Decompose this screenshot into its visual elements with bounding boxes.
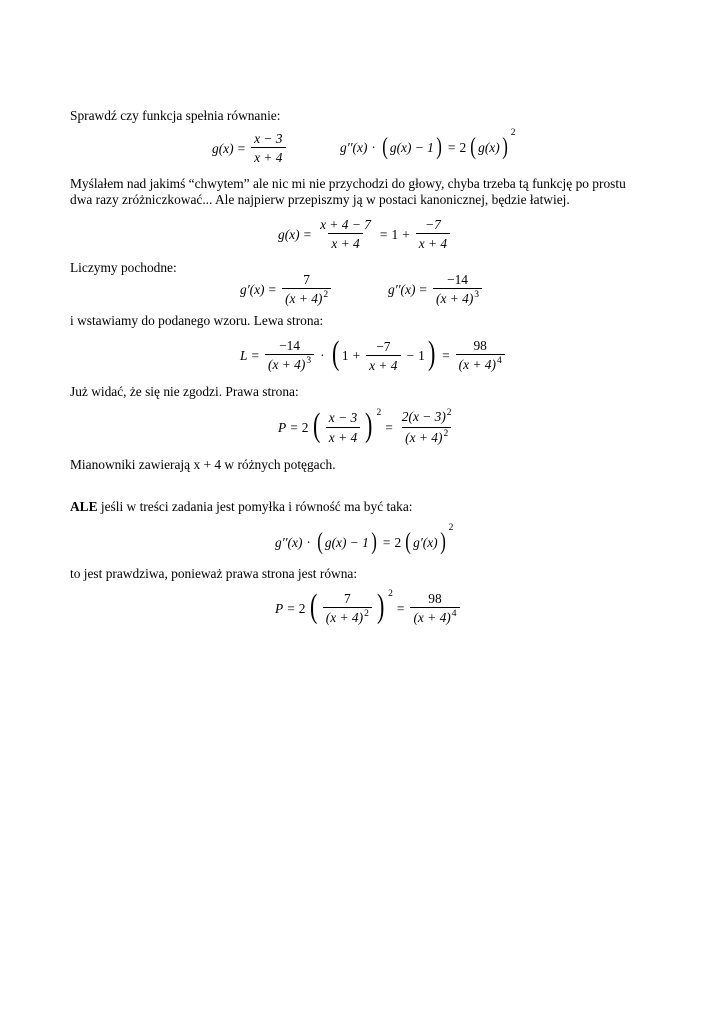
left-side-text: i wstawiamy do podanego wzoru. Lewa strona:	[70, 313, 324, 328]
equation-second-derivative: g′′(x) = $\frac{-14}{(x + 4)^3}$	[388, 273, 484, 307]
equation-left-side: L = $\frac{-14}{(x + 4)^3}$ · ( 1 + $\frac{-7}{x + 4}$ − 1 ) = $\frac{98}{(x + 4)^4}$	[240, 339, 507, 373]
fraction: $\frac{7}{(x + 4)^2}$	[323, 592, 372, 626]
fraction: $\frac{x - 3}{x + 4}$	[251, 132, 285, 165]
reasoning-text-line1: Myślałem nad jakimś “chwytem” ale nic mi nie przychodzi do głowy, chyba trzeba tą funkcję po prostu	[70, 176, 626, 191]
equation-final-right-side: P = 2 ( $\frac{7}{(x + 4)^2}$ ) 2 = $\frac{98}{(x + 4)^4}$	[275, 592, 462, 626]
derivatives-text: Liczymy pochodne:	[70, 260, 177, 275]
ale-bold: ALE	[70, 499, 98, 514]
fraction: $\frac{98}{(x + 4)^4}$	[410, 592, 459, 626]
g-symbol: g(x)	[212, 140, 234, 156]
equation-right-side: P = 2 ( $\frac{x - 3}{x + 4}$ ) 2 = $\frac{2(x - 3)^2}{(x + 4)^2}$	[278, 410, 457, 445]
equation-problem: g′′(x) · ( g(x) − 1 ) = 2 ( g(x) ) 2	[340, 128, 516, 160]
equation-first-derivative: g′(x) = $\frac{7}{(x + 4)^2}$	[240, 273, 333, 307]
fraction: $\frac{2(x - 3)^2}{(x + 4)^2}$	[401, 408, 452, 445]
equation-canonical: g(x) = $\frac{x + 4 - 7}{x + 4}$ = 1 + $\frac{-7}{x + 4}$	[278, 218, 452, 251]
equation-g-definition: g(x) = $\frac{x - 3}{x + 4}$	[212, 132, 288, 165]
alternative-text: ALE jeśli w treści zadania jest pomyłka i równość ma być taka:	[70, 499, 413, 514]
conclusion-text: to jest prawdziwa, ponieważ prawa strona jest równa:	[70, 566, 358, 581]
fraction: $\frac{7}{(x + 4)^2}$	[282, 273, 331, 307]
reasoning-text-line2: dwa razy zróżniczkować... Ale najpierw przepiszmy ją w postaci kanonicznej, będzie łatwiej.	[70, 192, 570, 207]
fraction: $\frac{x - 3}{x + 4}$	[326, 411, 360, 444]
fraction: $\frac{x + 4 - 7}{x + 4}$	[320, 217, 371, 252]
fraction: $\frac{-14}{(x + 4)^3}$	[433, 273, 482, 307]
right-side-text: Już widać, że się nie zgodzi. Prawa strona:	[70, 384, 299, 399]
equation-alternative: g′′(x) · ( g(x) − 1 ) = 2 ( g′(x) ) 2	[275, 523, 454, 555]
fraction: $\frac{-14}{(x + 4)^3}$	[265, 339, 314, 373]
fraction: $\frac{98}{(x + 4)^4}$	[456, 339, 505, 373]
intro-text: Sprawdź czy funkcja spełnia równanie:	[70, 108, 281, 123]
denominators-text: Mianowniki zawierają x + 4 w różnych potęgach.	[70, 457, 336, 472]
fraction: $\frac{-7}{x + 4}$	[366, 340, 400, 373]
fraction: $\frac{-7}{x + 4}$	[416, 218, 450, 251]
